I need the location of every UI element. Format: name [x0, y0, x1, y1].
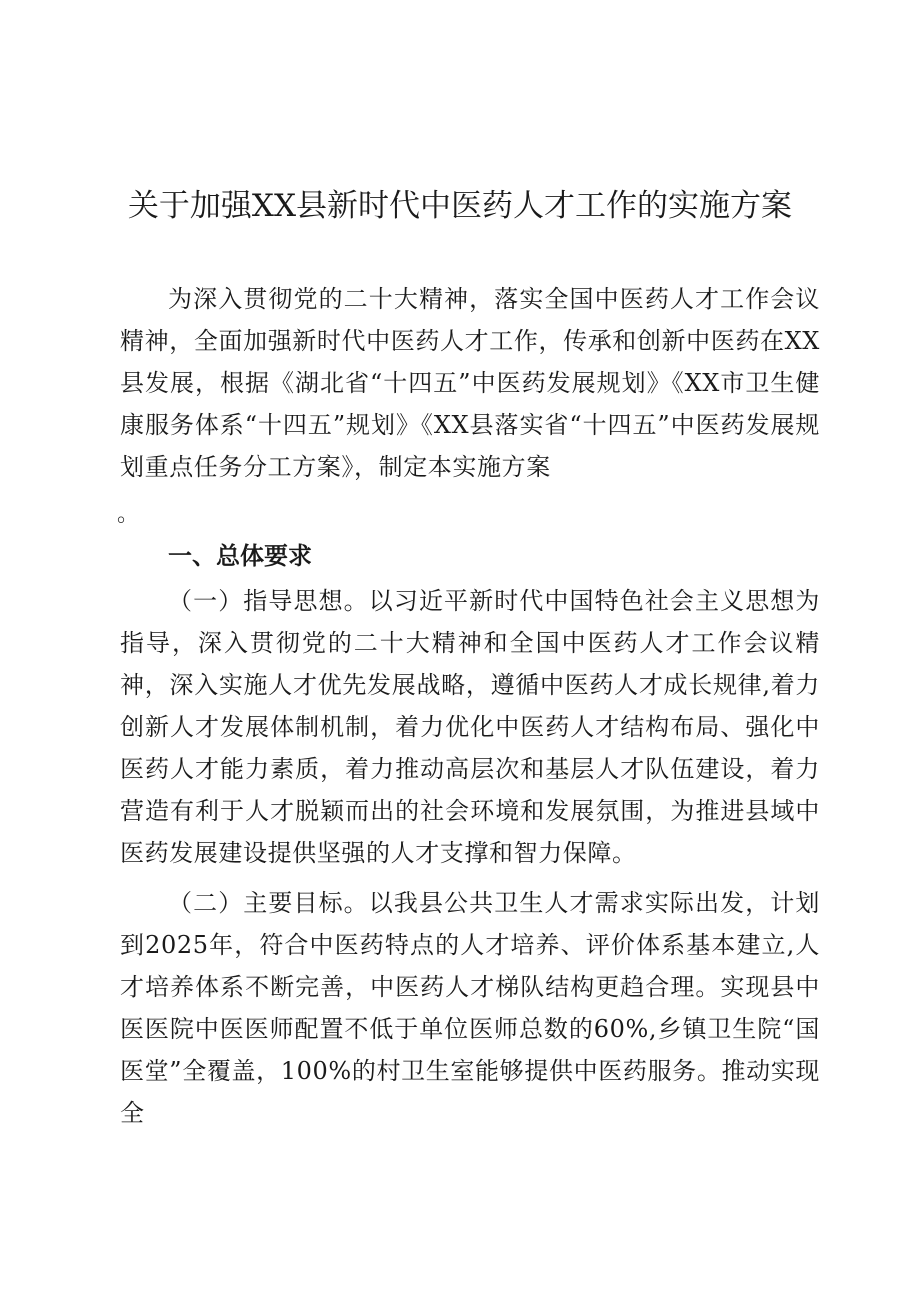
- intro-paragraph: 为深入贯彻党的二十大精神，落实全国中医药人才工作会议精神，全面加强新时代中医药人才工作，传承和创新中医药在XX县发展，根据《湖北省“十四五”中医药发展规划》《XX市卫生健康服务体系“十四五”规划》《XX县落实省“十四五”中医药发展规划重点任务分工方案》，制定本实施方案: [120, 285, 820, 481]
- document-title: 关于加强XX县新时代中医药人才工作的实施方案: [127, 188, 793, 224]
- paragraph-guiding-ideology: （一）指导思想。以习近平新时代中国特色社会主义思想为指导，深入贯彻党的二十大精神和全国中医药人才工作会议精神，深入实施人才优先发展战略，遵循中医药人才成长规律,着力创新人才发展体制机制，着力优化中医药人才结构布局、强化中医药人才能力素质，着力推动高层次和基层人才队伍建设，着力营造有利于人才脱颖而出的社会环境和发展氛围，为推进县域中医药发展建设提供坚强的人才支撑和智力保障。: [120, 587, 820, 867]
- section-heading-general-requirements: 一、总体要求: [168, 542, 312, 570]
- paragraph-main-goals: （二）主要目标。以我县公共卫生人才需求实际出发，计划到2025年，符合中医药特点的人才培养、评价体系基本建立,人才培养体系不断完善，中医药人才梯队结构更趋合理。实现县中医医院中医医师配置不低于单位医师总数的60%,乡镇卫生院“国医堂”全覆盖，100%的村卫生室能够提供中医药服务。推动实现全: [120, 889, 820, 1127]
- stray-period: 。: [117, 502, 140, 527]
